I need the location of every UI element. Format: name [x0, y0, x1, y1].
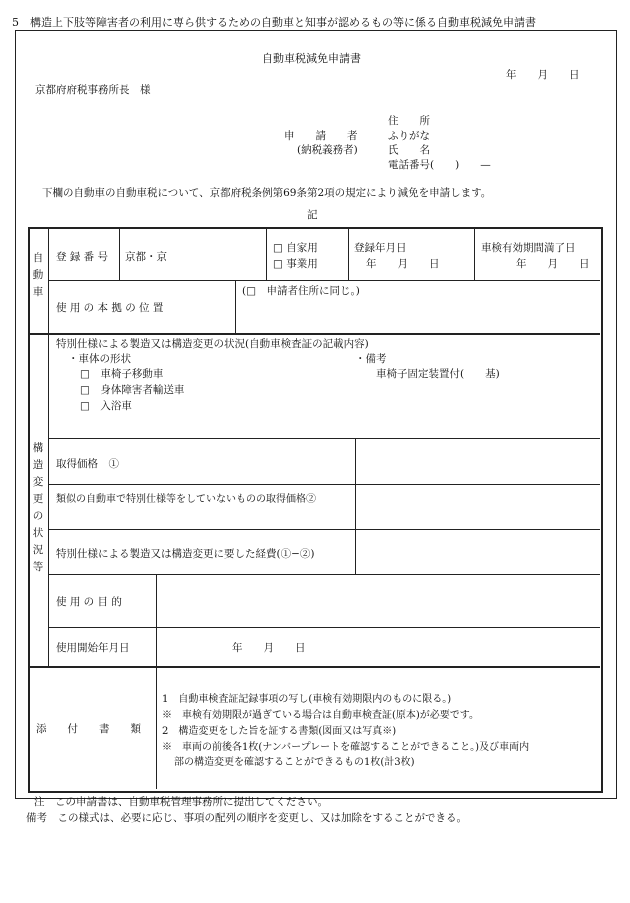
bathing-vehicle-checkbox[interactable]: □ 入浴車 — [80, 400, 132, 412]
disabled-transport-checkbox[interactable]: □ 身体障害者輸送車 — [80, 384, 185, 396]
attachment-item-2-note: ※ 車両の前後各1枚(ナンバープレートを確認することができること。)及び車両内 — [162, 742, 530, 753]
attachment-item-2-note-cont: 部の構造変更を確認することができるもの1枚(計3枚) — [174, 757, 415, 768]
base-location-label: 使 用 の 本 拠 の 位 置 — [56, 302, 164, 314]
applicant-address-label: 住 所 — [388, 115, 430, 127]
attachment-item-2: 2 構造変更をした旨を証する書類(図面又は写真※) — [162, 726, 397, 737]
inspection-expiry-field[interactable]: 年 月 日 — [516, 258, 590, 270]
taxpayer-label: (納税義務者) — [297, 144, 358, 156]
spec-title: 特別仕様による製造又は構造変更の状況(自動車検査証の記載内容) — [56, 338, 369, 350]
registration-number-field[interactable]: 京都・京 — [125, 251, 167, 263]
registration-date-label: 登録年月日 — [354, 242, 407, 254]
application-intro: 下欄の自動車の自動車税について、京都府税条例第69条第2項の規定により減免を申請します。 — [42, 187, 492, 199]
structure-section-label: 構造変更の状況等 — [32, 442, 44, 573]
form-remark: 備考 この様式は、必要に応じ、事項の配列の順序を変更し、又は加除をすることができる。 — [26, 812, 467, 824]
wheelchair-vehicle-checkbox[interactable]: □ 車椅子移動車 — [80, 368, 164, 380]
wheelchair-fixture-field[interactable]: 車椅子固定装置付( 基) — [376, 368, 500, 380]
applicant-phone-label: 電話番号( ) — — [388, 159, 491, 171]
registration-number-label: 登 録 番 号 — [56, 251, 109, 263]
applicant-label: 申 請 者 — [284, 130, 358, 142]
applicant-furigana-label: ふりがな — [388, 130, 430, 142]
document-heading: 5 構造上下肢等障害者の利用に専ら供するための自動車と知事が認めるもの等に係る自動車税減免申請書 — [12, 16, 536, 29]
registration-date-field[interactable]: 年 月 日 — [366, 258, 440, 270]
acquisition-price-label: 取得価格 ① — [56, 458, 119, 470]
attachment-item-1: 1 自動車検査証記録事項の写し(車検有効期限内のものに限る。) — [162, 694, 452, 705]
addressee: 京都府府税事務所長 様 — [35, 84, 151, 96]
private-use-checkbox[interactable]: □ 自家用 — [273, 242, 318, 254]
usage-start-date-label: 使用開始年月日 — [56, 642, 130, 654]
modification-cost-label: 特別仕様による製造又は構造変更に要した経費(①−②) — [56, 548, 315, 560]
submission-note: 注 この申請書は、自動車税管理事務所に提出してください。 — [34, 796, 328, 808]
attachment-item-1-note: ※ 車検有効期限が過ぎている場合は自動車検査証(原本)が必要です。 — [162, 710, 480, 721]
same-as-address-checkbox[interactable]: (□ 申請者住所に同じ。) — [242, 285, 360, 297]
body-shape-label: ・車体の形状 — [68, 353, 131, 365]
business-use-checkbox[interactable]: □ 事業用 — [273, 258, 318, 270]
usage-purpose-label: 使 用 の 目 的 — [56, 596, 122, 608]
attachments-label: 添 付 書 類 — [36, 723, 141, 735]
vehicle-section-label: 自動車 — [32, 252, 44, 298]
remarks-label: ・備考 — [355, 353, 387, 365]
usage-start-date-field[interactable]: 年 月 日 — [232, 642, 306, 654]
ki-mark: 記 — [307, 209, 318, 221]
applicant-name-label: 氏 名 — [388, 144, 430, 156]
application-date[interactable]: 年 月 日 — [506, 69, 580, 81]
similar-vehicle-price-label: 類似の自動車で特別仕様等をしていないものの取得価格② — [56, 494, 316, 505]
form-title: 自動車税減免申請書 — [262, 52, 361, 65]
inspection-expiry-label: 車検有効期間満了日 — [481, 242, 576, 254]
